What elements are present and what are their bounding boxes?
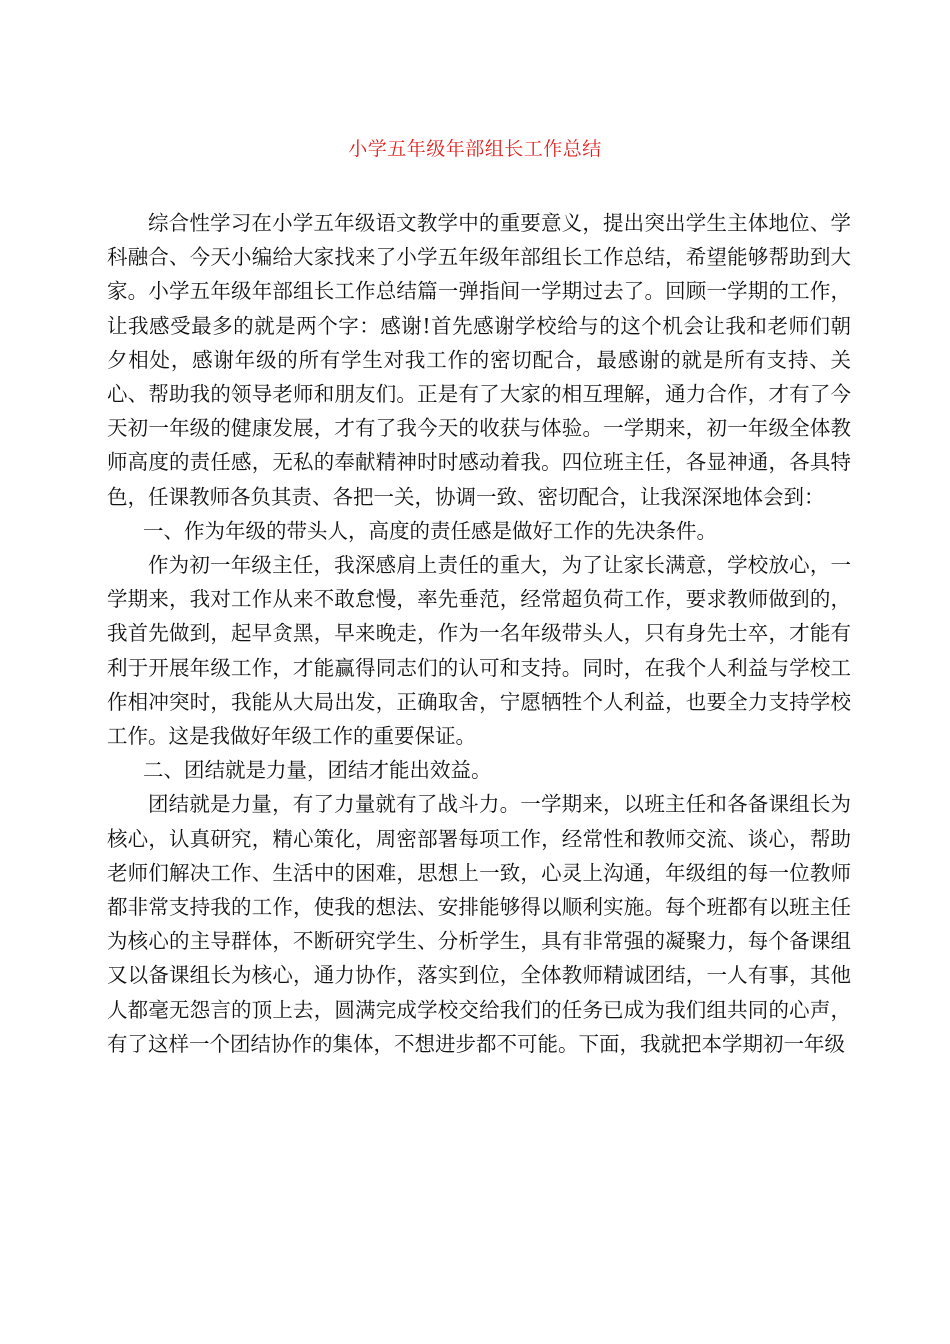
section-2-paragraph: 团结就是力量，有了力量就有了战斗力。一学期来，以班主任和各备课组长为核心，认真研究，精心策化，周密部署每项工作，经常性和教师交流、谈心，帮助老师们解决工作、生活中的困难，思想上一致，心灵上沟通，年级组的每一位教师都非常支持我的工作，使我的想法、安排能够得以顺利实施。每个班都有以班主任为核心的主导群体，不断研究学生、分析学生，具有非常强的凝聚力，每个备课组又以备课组长为核心，通力协作，落实到位，全体教师精诚团结，一人有事，其他人都毫无怨言的顶上去，圆满完成学校交给我们的任务已成为我们组共同的心声，有了这样一个团结协作的集体，不想进步都不可能。下面，我就把本学期初一年级 bbox=[107, 792, 851, 1056]
section-1-paragraph: 作为初一年级主任，我深感肩上责任的重大，为了让家长满意，学校放心，一学期来，我对工作从来不敢怠慢，率先垂范，经常超负荷工作，要求教师做到的，我首先做到，起早贪黑，早来晚走，作为一名年级带头人，只有身先士卒，才能有利于开展年级工作，才能赢得同志们的认可和支持。同时，在我个人利益与学校工作相冲突时，我能从大局出发，正确取舍，宁愿牺牲个人利益，也要全力支持学校工作。这是我做好年级工作的重要保证。 bbox=[107, 553, 851, 749]
document-title: 小学五年级年部组长工作总结 bbox=[348, 138, 602, 160]
document-body bbox=[107, 206, 851, 1061]
section-heading-2: 二、团结就是力量，团结才能出效益。 bbox=[143, 758, 492, 783]
intro-paragraph: 综合性学习在小学五年级语文教学中的重要意义，提出突出学生主体地位、学科融合、今天小编给大家找来了小学五年级年部组长工作总结，希望能够帮助到大家。小学五年级年部组长工作总结篇一弹指间一学期过去了。回顾一学期的工作，让我感受最多的就是两个字：感谢!首先感谢学校给与的这个机会让我和老师们朝夕相处，感谢年级的所有学生对我工作的密切配合，最感谢的就是所有支持、关心、帮助我的领导老师和朋友们。正是有了大家的相互理解，通力合作，才有了今天初一年级的健康发展，才有了我今天的收获与体验。一学期来，初一年级全体教师高度的责任感，无私的奉献精神时时感动着我。四位班主任，各显神通，各具特色，任课教师各负其责、各把一关，协调一致、密切配合，让我深深地体会到： bbox=[107, 211, 851, 509]
section-heading-1: 一、作为年级的带头人，高度的责任感是做好工作的先决条件。 bbox=[143, 518, 717, 543]
